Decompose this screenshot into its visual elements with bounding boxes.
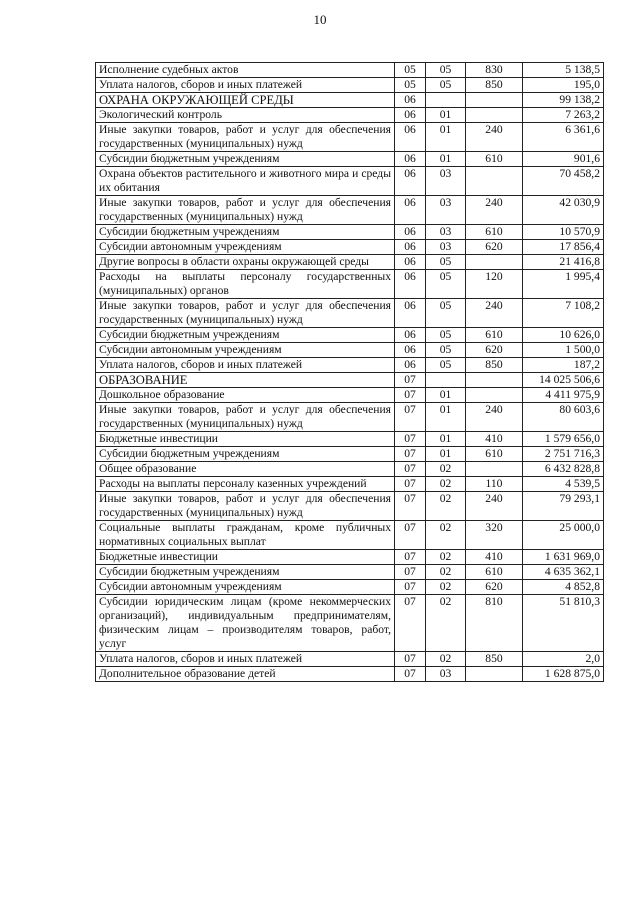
row-section-code-cell: 06: [395, 123, 426, 152]
row-subsection-code-cell: 03: [426, 225, 466, 240]
row-section-code-cell: 05: [395, 78, 426, 93]
row-amount-cell: 17 856,4: [523, 240, 604, 255]
row-section-code-cell: 06: [395, 167, 426, 196]
row-subsection-code-cell: [426, 93, 466, 108]
table-row: [96, 388, 604, 403]
row-subsection-code-cell: 05: [426, 270, 466, 299]
row-amount-cell: 70 458,2: [523, 167, 604, 196]
row-expense-type-cell: [466, 255, 523, 270]
row-amount-cell: 1 631 969,0: [523, 550, 604, 565]
row-expense-type-cell: 850: [466, 358, 523, 373]
row-amount-cell: 6 432 828,8: [523, 462, 604, 477]
table-row: [96, 492, 604, 521]
row-subsection-code-cell: 02: [426, 492, 466, 521]
row-subsection-code-cell: 02: [426, 550, 466, 565]
row-name-cell: Бюджетные инвестиции: [96, 550, 395, 565]
row-amount-cell: 6 361,6: [523, 123, 604, 152]
row-expense-type-cell: [466, 167, 523, 196]
row-amount-cell: 187,2: [523, 358, 604, 373]
row-name-cell: Исполнение судебных актов: [96, 63, 395, 78]
table-row: [96, 358, 604, 373]
row-subsection-code-cell: 01: [426, 447, 466, 462]
table-row: [96, 108, 604, 123]
row-amount-cell: 79 293,1: [523, 492, 604, 521]
row-name-cell: Дошкольное образование: [96, 388, 395, 403]
row-subsection-code-cell: 05: [426, 255, 466, 270]
row-amount-cell: 4 635 362,1: [523, 565, 604, 580]
row-subsection-code-cell: 05: [426, 358, 466, 373]
row-subsection-code-cell: 01: [426, 403, 466, 432]
row-amount-cell: 7 108,2: [523, 299, 604, 328]
row-expense-type-cell: 610: [466, 225, 523, 240]
row-name-cell: Субсидии бюджетным учреждениям: [96, 328, 395, 343]
table-row: [96, 550, 604, 565]
row-subsection-code-cell: 03: [426, 667, 466, 682]
row-expense-type-cell: 240: [466, 299, 523, 328]
row-name-cell: ОХРАНА ОКРУЖАЮЩЕЙ СРЕДЫ: [96, 93, 395, 108]
row-section-code-cell: 07: [395, 667, 426, 682]
row-name-cell: Уплата налогов, сборов и иных платежей: [96, 358, 395, 373]
row-section-code-cell: 06: [395, 343, 426, 358]
row-expense-type-cell: 830: [466, 63, 523, 78]
row-expense-type-cell: 610: [466, 328, 523, 343]
row-expense-type-cell: [466, 373, 523, 388]
row-amount-cell: 2,0: [523, 652, 604, 667]
row-name-cell: Расходы на выплаты персоналу государственных (муниципальных) органов: [96, 270, 395, 299]
row-subsection-code-cell: 02: [426, 565, 466, 580]
row-subsection-code-cell: 02: [426, 477, 466, 492]
row-name-cell: Субсидии юридическим лицам (кроме некоммерческих организаций), индивидуальным предпринимателям, физическим лицам – производителям товаров, работ, услуг: [96, 595, 395, 652]
row-subsection-code-cell: 03: [426, 240, 466, 255]
row-subsection-code-cell: 02: [426, 580, 466, 595]
row-amount-cell: 4 539,5: [523, 477, 604, 492]
row-section-code-cell: 07: [395, 652, 426, 667]
row-amount-cell: 7 263,2: [523, 108, 604, 123]
row-amount-cell: 1 628 875,0: [523, 667, 604, 682]
row-amount-cell: 21 416,8: [523, 255, 604, 270]
row-expense-type-cell: 240: [466, 123, 523, 152]
row-subsection-code-cell: 01: [426, 108, 466, 123]
row-section-code-cell: 06: [395, 108, 426, 123]
row-amount-cell: 10 570,9: [523, 225, 604, 240]
row-section-code-cell: 07: [395, 462, 426, 477]
row-amount-cell: 195,0: [523, 78, 604, 93]
row-expense-type-cell: 620: [466, 240, 523, 255]
row-expense-type-cell: 620: [466, 580, 523, 595]
row-section-code-cell: 07: [395, 403, 426, 432]
row-expense-type-cell: 620: [466, 343, 523, 358]
row-amount-cell: 80 603,6: [523, 403, 604, 432]
table-row: [96, 255, 604, 270]
row-amount-cell: 10 626,0: [523, 328, 604, 343]
row-name-cell: Социальные выплаты гражданам, кроме публичных нормативных социальных выплат: [96, 521, 395, 550]
row-name-cell: Общее образование: [96, 462, 395, 477]
table-row: [96, 595, 604, 652]
row-expense-type-cell: 120: [466, 270, 523, 299]
row-section-code-cell: 07: [395, 550, 426, 565]
row-section-code-cell: 07: [395, 373, 426, 388]
row-subsection-code-cell: 05: [426, 299, 466, 328]
row-name-cell: Иные закупки товаров, работ и услуг для обеспечения государственных (муниципальных) нужд: [96, 123, 395, 152]
row-section-code-cell: 06: [395, 196, 426, 225]
row-subsection-code-cell: 05: [426, 328, 466, 343]
table-row: [96, 403, 604, 432]
row-name-cell: Субсидии автономным учреждениям: [96, 343, 395, 358]
table-row: [96, 270, 604, 299]
table-row: [96, 432, 604, 447]
row-name-cell: Дополнительное образование детей: [96, 667, 395, 682]
table-row: [96, 196, 604, 225]
row-name-cell: Иные закупки товаров, работ и услуг для обеспечения государственных (муниципальных) нужд: [96, 403, 395, 432]
row-subsection-code-cell: 02: [426, 462, 466, 477]
table-row: [96, 167, 604, 196]
row-subsection-code-cell: 01: [426, 152, 466, 167]
row-expense-type-cell: 610: [466, 565, 523, 580]
row-section-code-cell: 05: [395, 63, 426, 78]
table-row: [96, 328, 604, 343]
table-row: [96, 652, 604, 667]
row-name-cell: Субсидии бюджетным учреждениям: [96, 565, 395, 580]
row-expense-type-cell: 410: [466, 550, 523, 565]
row-section-code-cell: 07: [395, 447, 426, 462]
row-section-code-cell: 06: [395, 240, 426, 255]
row-section-code-cell: 06: [395, 299, 426, 328]
row-section-code-cell: 07: [395, 565, 426, 580]
table-row: [96, 225, 604, 240]
row-subsection-code-cell: 05: [426, 63, 466, 78]
row-name-cell: Уплата налогов, сборов и иных платежей: [96, 78, 395, 93]
table-row: [96, 299, 604, 328]
row-section-code-cell: 07: [395, 580, 426, 595]
row-subsection-code-cell: 05: [426, 343, 466, 358]
row-section-code-cell: 06: [395, 328, 426, 343]
row-subsection-code-cell: 01: [426, 388, 466, 403]
row-subsection-code-cell: 03: [426, 167, 466, 196]
row-name-cell: Экологический контроль: [96, 108, 395, 123]
table-row: [96, 373, 604, 388]
row-expense-type-cell: 610: [466, 152, 523, 167]
row-expense-type-cell: 240: [466, 492, 523, 521]
row-subsection-code-cell: 02: [426, 652, 466, 667]
row-name-cell: ОБРАЗОВАНИЕ: [96, 373, 395, 388]
row-amount-cell: 1 995,4: [523, 270, 604, 299]
page-number: 10: [313, 12, 327, 27]
row-expense-type-cell: 410: [466, 432, 523, 447]
row-section-code-cell: 06: [395, 270, 426, 299]
table-row: [96, 78, 604, 93]
row-name-cell: Расходы на выплаты персоналу казенных учреждений: [96, 477, 395, 492]
row-subsection-code-cell: 01: [426, 123, 466, 152]
row-amount-cell: 14 025 506,6: [523, 373, 604, 388]
budget-table-body: [96, 63, 604, 682]
row-amount-cell: 42 030,9: [523, 196, 604, 225]
row-name-cell: Субсидии автономным учреждениям: [96, 240, 395, 255]
row-expense-type-cell: [466, 388, 523, 403]
row-section-code-cell: 06: [395, 255, 426, 270]
row-subsection-code-cell: 02: [426, 521, 466, 550]
row-name-cell: Субсидии бюджетным учреждениям: [96, 225, 395, 240]
table-row: [96, 93, 604, 108]
row-expense-type-cell: 810: [466, 595, 523, 652]
row-name-cell: Иные закупки товаров, работ и услуг для обеспечения государственных (муниципальных) нужд: [96, 196, 395, 225]
row-subsection-code-cell: 01: [426, 432, 466, 447]
table-row: [96, 667, 604, 682]
table-row: [96, 240, 604, 255]
row-expense-type-cell: 850: [466, 652, 523, 667]
row-subsection-code-cell: [426, 373, 466, 388]
row-expense-type-cell: [466, 108, 523, 123]
row-amount-cell: 1 579 656,0: [523, 432, 604, 447]
row-expense-type-cell: 110: [466, 477, 523, 492]
row-expense-type-cell: 850: [466, 78, 523, 93]
row-expense-type-cell: 610: [466, 447, 523, 462]
row-section-code-cell: 07: [395, 492, 426, 521]
table-row: [96, 565, 604, 580]
row-amount-cell: 99 138,2: [523, 93, 604, 108]
row-section-code-cell: 07: [395, 521, 426, 550]
row-section-code-cell: 06: [395, 152, 426, 167]
table-row: [96, 343, 604, 358]
table-row: [96, 521, 604, 550]
row-expense-type-cell: [466, 667, 523, 682]
row-name-cell: Иные закупки товаров, работ и услуг для обеспечения государственных (муниципальных) нужд: [96, 299, 395, 328]
row-section-code-cell: 07: [395, 477, 426, 492]
row-amount-cell: 2 751 716,3: [523, 447, 604, 462]
row-section-code-cell: 06: [395, 358, 426, 373]
row-section-code-cell: 06: [395, 225, 426, 240]
row-name-cell: Бюджетные инвестиции: [96, 432, 395, 447]
table-row: [96, 477, 604, 492]
row-expense-type-cell: 320: [466, 521, 523, 550]
row-name-cell: Другие вопросы в области охраны окружающей среды: [96, 255, 395, 270]
row-amount-cell: 4 852,8: [523, 580, 604, 595]
row-amount-cell: 1 500,0: [523, 343, 604, 358]
row-amount-cell: 5 138,5: [523, 63, 604, 78]
row-name-cell: Субсидии бюджетным учреждениям: [96, 152, 395, 167]
row-amount-cell: 901,6: [523, 152, 604, 167]
row-name-cell: Субсидии автономным учреждениям: [96, 580, 395, 595]
row-name-cell: Иные закупки товаров, работ и услуг для обеспечения государственных (муниципальных) нужд: [96, 492, 395, 521]
row-amount-cell: 51 810,3: [523, 595, 604, 652]
row-amount-cell: 25 000,0: [523, 521, 604, 550]
row-section-code-cell: 07: [395, 388, 426, 403]
row-subsection-code-cell: 02: [426, 595, 466, 652]
table-row: [96, 152, 604, 167]
table-row: [96, 462, 604, 477]
budget-table: [95, 62, 604, 682]
row-expense-type-cell: [466, 93, 523, 108]
row-name-cell: Уплата налогов, сборов и иных платежей: [96, 652, 395, 667]
row-expense-type-cell: 240: [466, 196, 523, 225]
row-subsection-code-cell: 03: [426, 196, 466, 225]
row-section-code-cell: 06: [395, 93, 426, 108]
row-section-code-cell: 07: [395, 595, 426, 652]
row-section-code-cell: 07: [395, 432, 426, 447]
row-name-cell: Субсидии бюджетным учреждениям: [96, 447, 395, 462]
row-name-cell: Охрана объектов растительного и животного мира и среды их обитания: [96, 167, 395, 196]
row-subsection-code-cell: 05: [426, 78, 466, 93]
row-expense-type-cell: [466, 462, 523, 477]
row-amount-cell: 4 411 975,9: [523, 388, 604, 403]
table-row: [96, 447, 604, 462]
table-row: [96, 123, 604, 152]
row-expense-type-cell: 240: [466, 403, 523, 432]
table-row: [96, 63, 604, 78]
table-row: [96, 580, 604, 595]
